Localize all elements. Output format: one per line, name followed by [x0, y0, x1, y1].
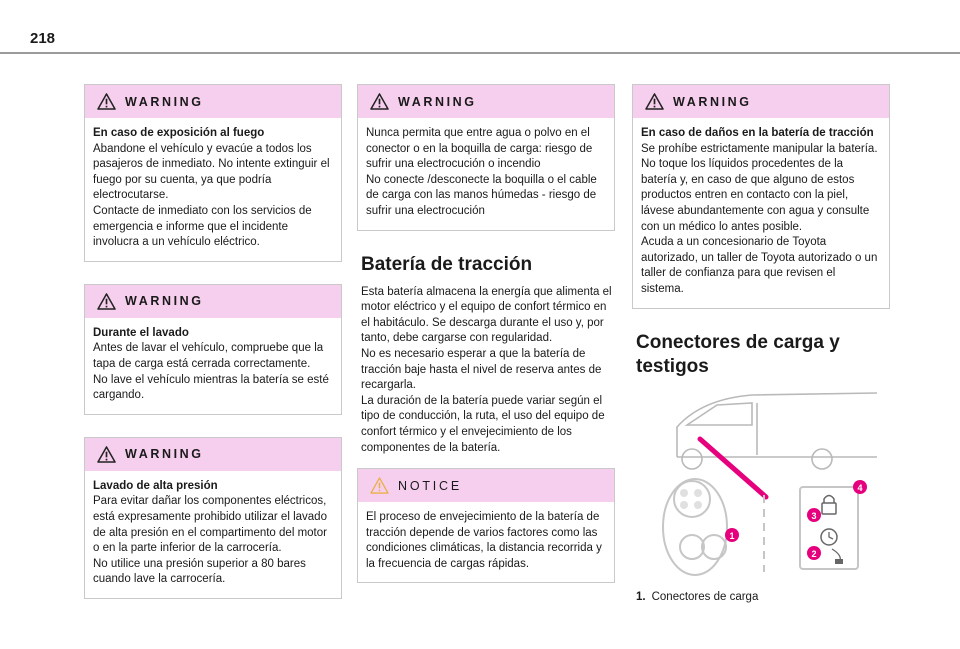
callout-3 [807, 508, 821, 522]
callout-number: 2 [811, 548, 817, 559]
callout-number: 1 [729, 530, 735, 541]
notice-text: El proceso de envejecimiento de la batería de tracción depende de varios factores como las condiciones climáticas, la distancia recorrida y la frecuencia de cargas rápidas. [366, 511, 602, 570]
warning-header [85, 85, 341, 118]
van-charging-diagram [632, 387, 890, 587]
paragraph: La duración de la batería puede variar según el tipo de conducción, la ruta, el uso del equipo de confort térmico y el envejecimiento de los componentes de la batería. [361, 394, 605, 454]
padlock-icon [822, 495, 836, 514]
warning-battery-damage [632, 84, 890, 309]
notice-label: NOTICE [398, 478, 463, 493]
warning-header [85, 438, 341, 471]
warning-text: Para evitar dañar los componentes eléctricos, está expresamente prohibido utilizar el lavado de alta presión en el compartimento del motor o en la parte inferior de la carrocería. [93, 495, 327, 555]
warning-triangle-icon [97, 446, 116, 463]
column-1 [84, 84, 342, 621]
warning-text: Contacte de inmediato con los servicios de emergencia e informe que el incidente involucra a un vehículo eléctrico. [93, 204, 312, 249]
warning-label: WARNING [125, 447, 204, 462]
plug-icon [832, 549, 843, 564]
warning-triangle-icon [97, 293, 116, 310]
notice-header [358, 469, 614, 502]
charging-illustration [632, 387, 890, 587]
notice-triangle-icon [370, 477, 389, 494]
warning-header [85, 285, 341, 318]
caption-text: Conectores de carga [651, 590, 759, 603]
warning-high-pressure [84, 437, 342, 599]
paragraph: Esta batería almacena la energía que alimenta el motor eléctrico y el equipo de confort térmico en el habitáculo. Se descarga durante el uso y, por tanto, debe cargarse con regularidad. [361, 285, 612, 345]
warning-washing [84, 284, 342, 415]
warning-text: Se prohíbe estrictamente manipular la batería. [641, 142, 878, 155]
warning-text: Abandone el vehículo y evacúe a todos los pasajeros de inmediato. No intente extinguir el fuego por su cuenta, ya que podría electrocutarse. [93, 142, 330, 202]
warning-triangle-icon [645, 93, 664, 110]
warning-text: No utilice una presión superior a 80 bares cuando lave la carrocería. [93, 557, 306, 586]
callout-number: 3 [811, 510, 817, 521]
warning-text: Nunca permita que entre agua o polvo en el conector o en la boquilla de carga: riesgo de sufrir una electrocución o incendio [366, 127, 593, 171]
warning-triangle-icon [97, 93, 116, 110]
warning-text: No conecte /desconecte la boquilla o el cable de carga con las manos húmedas - riesgo de sufrir una electrocución [366, 173, 597, 217]
charge-port-icon [663, 479, 727, 575]
warning-label: WARNING [125, 294, 204, 309]
warning-label: WARNING [673, 94, 752, 109]
callout-number: 4 [857, 482, 863, 493]
warning-text: No toque los líquidos procedentes de la batería y, en caso de que alguno de estos productos entren en contacto con la piel, lávese abundantemente con agua y consulte con un médico lo antes posible. [641, 158, 870, 233]
callout-4 [853, 480, 867, 494]
section-title-charging-connectors: Conectores de carga y testigos [636, 331, 840, 377]
callout-2 [807, 546, 821, 560]
column-3 [632, 84, 890, 603]
caption-number: 1. [636, 590, 646, 603]
warning-label: WARNING [125, 94, 204, 109]
warning-water [357, 84, 615, 231]
warning-header [633, 85, 889, 118]
clock-icon [821, 529, 837, 545]
van-outline [677, 393, 877, 469]
warning-header [358, 85, 614, 118]
pointer-line [700, 439, 766, 497]
warning-text: Acuda a un concesionario de Toyota autorizado, un taller de Toyota autorizado o un taller de confianza para que revisen el sistema. [641, 236, 878, 295]
warning-triangle-icon [370, 93, 389, 110]
page-number: 218 [30, 30, 56, 47]
section-title-traction-battery: Batería de tracción [361, 253, 533, 275]
warning-title: Durante el lavado [93, 326, 189, 339]
warning-label: WARNING [398, 94, 477, 109]
callout-1 [725, 528, 739, 542]
warning-title: En caso de exposición al fuego [93, 127, 265, 139]
notice-aging [357, 468, 615, 583]
figure-caption [636, 591, 890, 603]
warning-title: Lavado de alta presión [93, 479, 218, 492]
section-body [361, 285, 615, 457]
column-2 [357, 84, 615, 605]
warning-fire [84, 84, 342, 262]
paragraph: No es necesario esperar a que la batería de tracción baje hasta el nivel de reserva antes de recargarla. [361, 347, 602, 392]
warning-text: No lave el vehículo mientras la batería se esté cargando. [93, 373, 329, 402]
header-rule [0, 52, 960, 54]
warning-text: Antes de lavar el vehículo, compruebe que la tapa de carga está cerrada correctamente. [93, 342, 324, 370]
warning-title: En caso de daños en la batería de tracción [641, 127, 874, 139]
